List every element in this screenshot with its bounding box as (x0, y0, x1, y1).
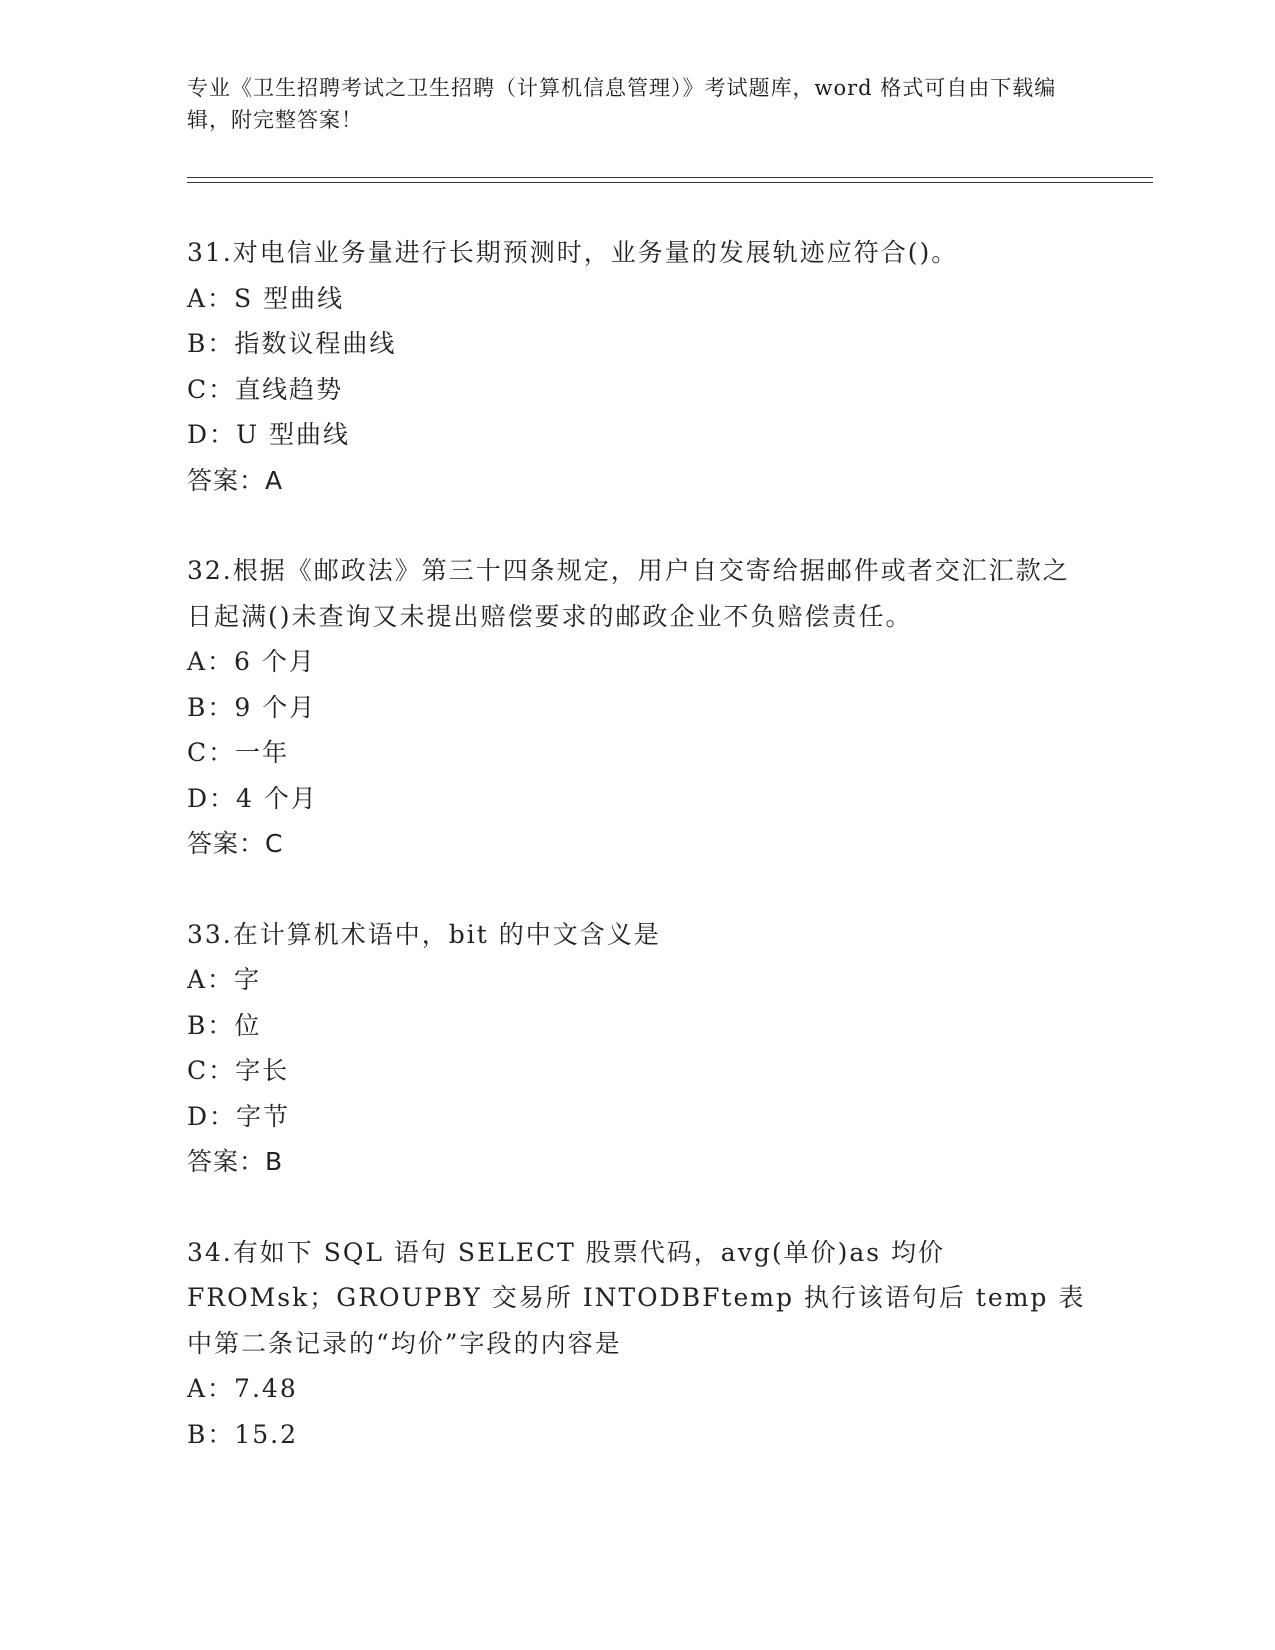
option-b: B：15.2 (187, 1419, 299, 1449)
option-c: C：字长 (187, 1056, 290, 1085)
answer-label: 答案：B (187, 1147, 284, 1176)
header-divider (187, 177, 1153, 183)
option-a: A：字 (187, 965, 262, 994)
option-a: A：S 型曲线 (187, 283, 345, 313)
document-header: 专业《卫生招聘考试之卫生招聘（计算机信息管理）》考试题库，word 格式可自由下载编辑，附完整答案！ (187, 76, 1057, 132)
option-d: D：4 个月 (187, 783, 318, 813)
question-32 (187, 548, 1087, 867)
question-34 (187, 1230, 1087, 1458)
question-text: 33.在计算机术语中，bit 的中文含义是 (187, 919, 661, 949)
answer-label: 答案：A (187, 465, 284, 495)
option-a: A：7.48 (187, 1374, 298, 1403)
option-b: B：位 (187, 1010, 262, 1040)
option-c: C：一年 (187, 738, 290, 767)
question-31 (187, 230, 1087, 503)
question-text: 32.根据《邮政法》第三十四条规定，用户自交寄给据邮件或者交汇汇款之日起满()未查询又未提出赔偿要求的邮政企业不负赔偿责任。 (187, 556, 1070, 631)
option-d: D：U 型曲线 (187, 420, 351, 449)
question-33 (187, 912, 1087, 1185)
question-text: 34.有如下 SQL 语句 SELECT 股票代码，avg(单价)as 均价 FROMsk；GROUPBY 交易所 INTODBFtemp 执行该语句后 temp 表中第二条记录的“均价”字段的内容是 (187, 1237, 1086, 1358)
option-d: D：字节 (187, 1101, 291, 1131)
question-list (187, 230, 1087, 1502)
question-text: 31.对电信业务量进行长期预测时，业务量的发展轨迹应符合()。 (187, 238, 959, 267)
option-b: B：9 个月 (187, 692, 317, 722)
option-a: A：6 个月 (187, 647, 316, 676)
option-b: B：指数议程曲线 (187, 329, 397, 358)
option-c: C：直线趋势 (187, 374, 344, 404)
answer-label: 答案：C (187, 829, 284, 858)
